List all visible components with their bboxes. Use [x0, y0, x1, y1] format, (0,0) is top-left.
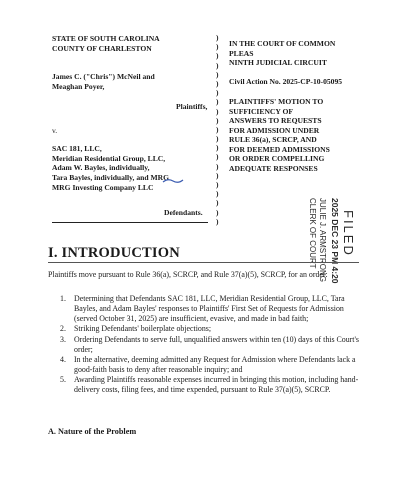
motion-title-line: ADEQUATE RESPONSES — [229, 163, 318, 173]
list-item-text: Striking Defendants' boilerplate objections; — [74, 324, 212, 334]
caption-right-block — [229, 39, 379, 173]
caption-left-block — [52, 34, 217, 91]
caption-county: COUNTY OF CHARLESTON — [52, 43, 152, 53]
defendants-list — [52, 144, 169, 193]
civil-action-number: Civil Action No. 2025-CP-10-05095 — [229, 76, 343, 86]
relief-list — [60, 294, 360, 396]
motion-title-line: ANSWERS TO REQUESTS — [229, 116, 322, 126]
motion-title-line: FOR ADMISSION UNDER — [229, 125, 320, 135]
intro-paragraph: Plaintiffs move pursuant to Rule 36(a), SCRCP, and Rule 37(a)(5), SCRCP, for an order: — [48, 270, 328, 279]
list-item-number: 1. — [60, 294, 66, 303]
section-heading-introduction: I. INTRODUCTION — [48, 245, 180, 261]
ink-mark — [162, 177, 184, 185]
list-item-number: 2. — [60, 324, 66, 334]
motion-title — [229, 97, 379, 173]
motion-title-line: RULE 36(a), SCRCP, AND — [229, 135, 317, 145]
list-item-number: 4. — [60, 354, 66, 364]
defendant-line: MRG Investing Company LLC — [52, 182, 154, 192]
list-item — [60, 355, 360, 375]
list-item-text: Determining that Defendants SAC 181, LLC, Meridian Residential Group, LLC, Tara Bayles, and Adam Bayles' responses to Plaintiffs' First Set of Requests for Admission (served October 31, 2025) are insufficient, evasive, and made in bad faith; — [74, 294, 345, 323]
court-name-line1: IN THE COURT OF COMMON — [229, 39, 336, 48]
versus-label: v. — [52, 126, 58, 135]
caption-plaintiff-line2: Meaghan Poyer, — [52, 81, 105, 91]
motion-title-line: FOR DEEMED ADMISSIONS — [229, 144, 330, 154]
list-item — [60, 375, 360, 395]
list-item-text: Awarding Plaintiffs reasonable expenses incurred in bringing this motion, including hand-delivery costs, filing fees, and time expended, pursuant to Rule 37(a)(5), SCRCP. — [74, 375, 359, 395]
caption-divider — [52, 222, 208, 223]
motion-title-line: PLAINTIFFS' MOTION TO — [229, 97, 324, 107]
defendant-line: Tara Bayles, individually, and MRG — [52, 173, 170, 183]
list-item-text: Ordering Defendants to serve full, unqualified answers within ten (10) days of this Court's order; — [74, 334, 359, 354]
filed-stamp: FILED — [341, 210, 356, 257]
motion-title-line: OR ORDER COMPELLING — [229, 154, 325, 164]
motion-title-line: SUFFICIENCY OF — [229, 106, 294, 116]
list-item-number: 3. — [60, 334, 66, 344]
plaintiffs-label: Plaintiffs, — [176, 102, 208, 111]
list-item — [60, 324, 360, 334]
list-item — [60, 335, 360, 355]
defendant-line: SAC 181, LLC, — [52, 144, 102, 153]
heading-underline — [48, 262, 359, 263]
court-circuit: NINTH JUDICIAL CIRCUIT — [229, 58, 327, 68]
list-item-text: In the alternative, deeming admitted any Request for Admission where Defendants lack a good-faith basis to deny after reasonable inquiry; and — [74, 354, 356, 374]
list-item-number: 5. — [60, 375, 66, 385]
subsection-heading: A. Nature of the Problem — [48, 427, 137, 436]
caption-paren-column: ) ) ) ) ) ) ) ) ) ) ) ) ) ) ) ) ) ) ) ) ) — [216, 33, 219, 226]
list-item — [60, 294, 360, 324]
court-name-line2: PLEAS — [229, 48, 254, 58]
defendant-line: Meridian Residential Group, LLC, — [52, 153, 166, 163]
filed-stamp-clerk-name: JULIE J. ARMSTRONG — [318, 198, 327, 283]
caption-state: STATE OF SOUTH CAROLINA — [52, 34, 160, 43]
filed-stamp-clerk-title: CLERK OF COURT — [308, 198, 317, 269]
filed-stamp-date: 2025 DEC 23 PM 4:20 — [330, 198, 340, 284]
defendants-label: Defendants. — [164, 208, 203, 217]
defendant-line: Adam W. Bayles, individually, — [52, 163, 150, 173]
caption-plaintiff-line1: James C. ("Chris") McNeil and — [52, 72, 155, 82]
